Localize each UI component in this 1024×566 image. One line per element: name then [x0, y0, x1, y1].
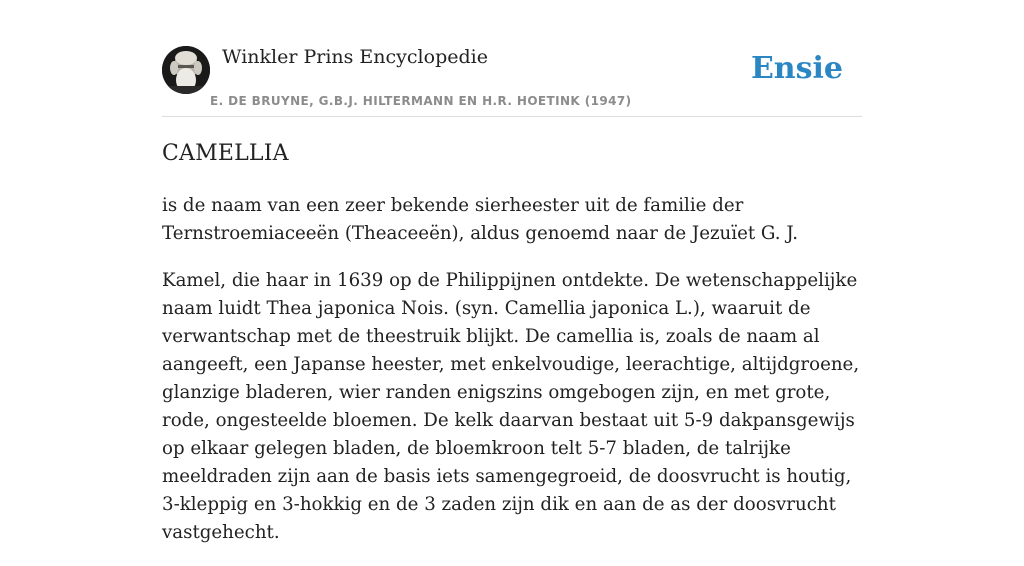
page — [162, 0, 862, 543]
entry-title: CAMELLIA — [162, 141, 289, 166]
publication-title[interactable]: Winkler Prins Encyclopedie — [222, 46, 488, 68]
portrait-icon — [162, 46, 210, 94]
ensie-logo-link[interactable]: Ensie — [750, 51, 843, 86]
entry-body — [162, 192, 862, 566]
page-header — [162, 0, 862, 117]
author-avatar[interactable] — [162, 46, 210, 94]
entry-paragraph: Kamel, die haar in 1639 op de Philippijnen ontdekte. De wetenschappelijke naam luidt Thea japonica Nois. (syn. Camellia japonica L.), waaruit de verwantschap met de theestruik blijkt. De camellia is, zoals de naam al aangeeft, een Japanse heester, met enkelvoudige, leerachtige, altijdgroene, glanzige bladeren, wier randen enigszins omgebogen zijn, en met grote, rode, ongesteelde bloemen. De kelk daarvan bestaat uit 5-9 dakpansgewijs op elkaar gelegen bladen, de bloemkroon telt 5-7 bladen, de talrijke meeldraden zijn aan de basis iets samengegroeid, de doosvrucht is houtig, 3-kleppig en 3-hokkig en de 3 zaden zijn dik en aan de as der doosvrucht vastgehecht. — [162, 270, 860, 543]
entry-paragraph: is de naam van een zeer bekende sierheester uit de familie der Ternstroemiaceeën (Theaceeën), aldus genoemd naar de Jezuïet G. J. — [162, 195, 799, 244]
publication-authors: E. DE BRUYNE, G.B.J. HILTERMANN EN H.R. HOETINK (1947) — [210, 94, 632, 108]
